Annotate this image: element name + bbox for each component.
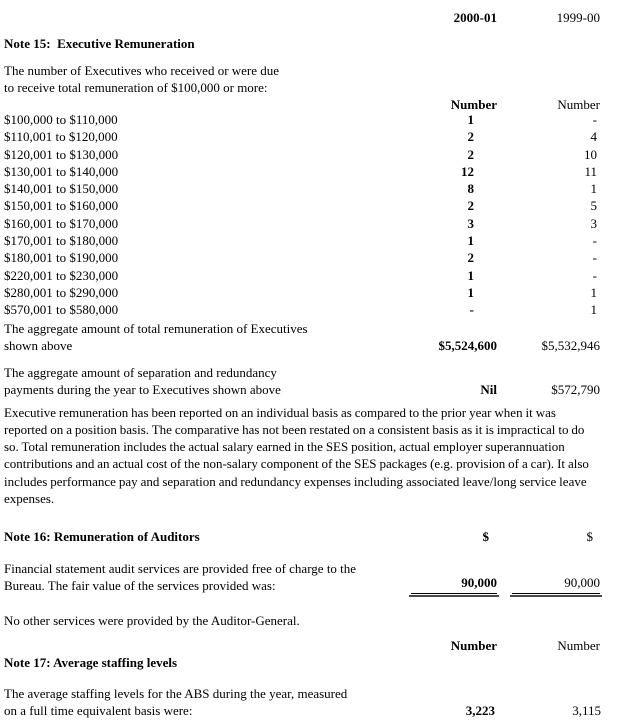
label-line-1: The average staffing levels for the ABS during the year, measured [4,686,348,702]
band-count-prior: - [592,250,597,266]
band-label: $180,001 to $190,000 [4,250,119,266]
separation-payments-label [4,364,397,398]
band-count-prior: - [592,112,597,127]
separation-payments-row [4,364,603,398]
label-line-1: The aggregate amount of total remuneration of Executives [4,320,308,336]
band-label: $110,001 to $120,000 [4,129,118,145]
executive-remuneration-paragraph: Executive remuneration has been reported on an individual basis as compared to the prior year when it was reported on a position basis. The comparative has not been restated on a consistent basis as it is impractical to do so. Total remuneration includes the actual salary earned in the SES position, actual employer superannuation contributions and an actual cost of the non-salary component of the SES packages (e.g. provision of a car). It also includes performance pay and separation and redundancy expenses including associated leave/long service leave expenses. [4,404,589,507]
separation-payments-current: Nil [480,381,497,397]
band-row [4,128,603,145]
band-count-current: 1 [467,284,474,300]
number-header-prior: Number [557,638,600,654]
band-label: $130,001 to $140,000 [4,163,119,179]
staffing-level-prior: 3,115 [572,703,601,719]
band-row [4,197,603,214]
band-count-current: 8 [467,181,474,197]
band-count-prior: 3 [590,215,597,231]
separation-payments-prior: $572,790 [551,381,600,397]
band-label: $220,001 to $230,000 [4,267,119,283]
label-line-1: Financial statement audit services are provided free of charge to the [4,561,357,577]
band-count-current: - [469,302,474,318]
band-count-prior: 10 [584,146,597,162]
fiscal-year-prior: 1999-00 [556,10,600,25]
label-line-2: shown above [4,337,73,353]
band-count-prior: 5 [590,198,597,214]
band-row [4,111,603,128]
aggregate-remuneration-label [4,320,397,354]
fiscal-year-header-row [4,9,603,26]
band-count-current: 2 [467,250,474,266]
staffing-level-current: 3,223 [465,703,495,719]
band-count-current: 1 [467,112,474,127]
number-header-prior: Number [557,97,600,112]
band-label: $280,001 to $290,000 [4,284,119,300]
band-row [4,163,603,180]
band-label: $140,001 to $150,000 [4,181,119,197]
band-count-prior: 11 [584,163,597,179]
band-label: $570,001 to $580,000 [4,302,119,318]
band-row [4,249,603,266]
band-row [4,146,603,163]
band-count-prior: 4 [590,129,597,145]
audit-fee-prior [497,574,603,594]
band-label: $170,001 to $180,000 [4,233,119,249]
band-count-prior: - [592,233,597,249]
audit-fee-current-value: 90,000 [411,574,497,594]
note-15-intro [4,62,617,96]
audit-services-row [4,560,603,594]
no-other-services-text: No other services were provided by the Auditor-General. [4,613,300,629]
number-header-current: Number [450,638,497,654]
band-count-current: 1 [467,233,474,249]
fiscal-year-current: 2000-01 [453,10,497,25]
band-count-current: 2 [467,198,474,214]
audit-services-label [4,560,397,594]
dollar-header-prior: $ [586,529,593,545]
band-count-current: 12 [461,163,474,179]
band-count-current: 2 [467,146,474,162]
band-count-current: 1 [467,267,474,283]
label-line-2: payments during the year to Executives shown above [4,381,281,397]
band-count-current: 3 [467,215,474,231]
spacer [4,637,397,654]
aggregate-remuneration-current: $5,524,600 [438,337,497,353]
audit-fee-prior-value: 90,000 [512,574,600,594]
band-count-prior: 1 [590,284,597,300]
band-row [4,301,603,318]
band-label: $120,001 to $130,000 [4,146,119,162]
band-count-prior: 1 [590,181,597,197]
band-row [4,232,603,249]
band-count-prior: - [592,267,597,283]
spacer [4,9,397,26]
intro-line-1: The number of Executives who received or were due [4,63,280,78]
band-row [4,215,603,232]
note-15-title: Note 15: Executive Remuneration [4,36,195,51]
label-line-2: on a full time equivalent basis were: [4,703,193,719]
intro-line-2: to receive total remuneration of $100,000 or more: [4,80,268,95]
note-16-title: Note 16: Remuneration of Auditors [4,529,200,545]
dollar-header-current: $ [482,529,489,545]
label-line-1: The aggregate amount of separation and redundancy [4,364,277,380]
band-row [4,284,603,301]
number-header-current: Number [450,97,497,112]
average-staffing-label [4,685,397,719]
band-count-prior: 1 [590,302,597,318]
band-label: $160,001 to $170,000 [4,215,119,231]
audit-fee-current [397,574,497,594]
band-label: $100,000 to $110,000 [4,112,118,127]
remuneration-band-table [4,111,617,319]
band-row [4,267,603,284]
aggregate-remuneration-prior: $5,532,946 [541,337,600,353]
band-row [4,180,603,197]
label-line-2: Bureau. The fair value of the services provided was: [4,578,276,594]
band-label: $150,001 to $160,000 [4,198,119,214]
average-staffing-row [4,685,603,719]
note-16-header-row [4,528,603,545]
staffing-number-header-row [4,637,603,654]
note-17-title: Note 17: Average staffing levels [4,655,178,671]
aggregate-remuneration-row [4,320,603,354]
band-count-current: 2 [467,129,474,145]
